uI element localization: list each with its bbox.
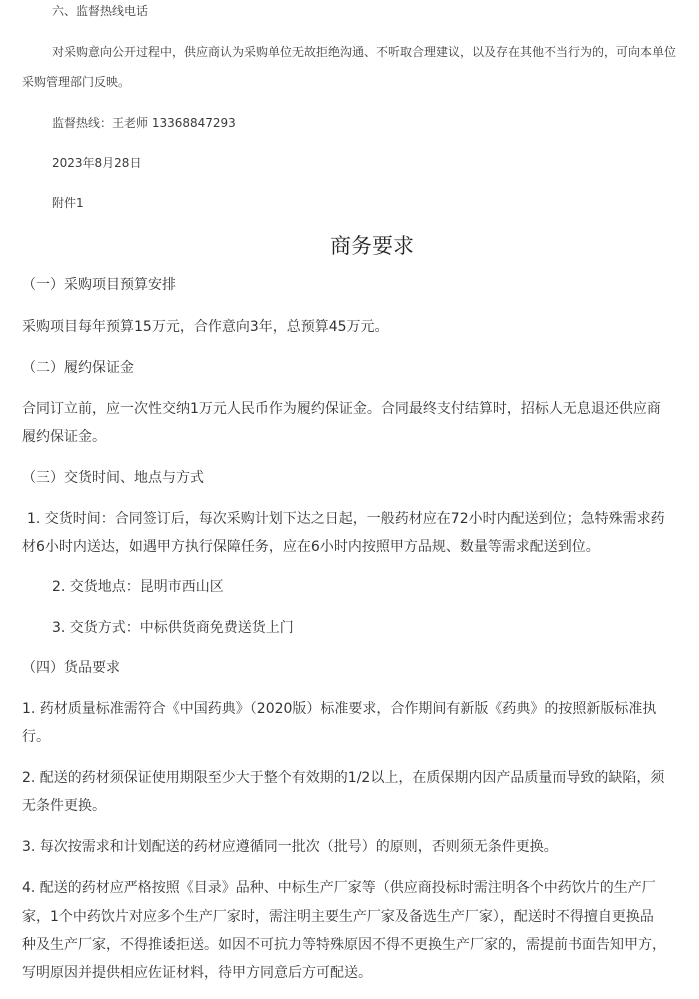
delivery-item-2: 2. 交货地点：昆明市西山区 [52,579,224,595]
section-title-supervision: 六、监督热线电话 [52,4,149,18]
goods-item-4-line-3: 种及生产厂家，不得推诿拒送。如因不可抗力等特殊原因不得不更换生产厂家的，需提前书面告知甲方， [22,937,666,953]
section-title-delivery: （三）交货时间、地点与方式 [22,470,204,486]
deposit-text-line-1: 合同订立前，应一次性交纳1万元人民币作为履约保证金。合同最终支付结算时，招标人无息退还供应商 [22,401,661,417]
goods-item-4-line-1: 4. 配送的药材应严格按照《目录》品种、中标生产厂家等（供应商投标时需注明各个中药饮片的生产厂 [22,880,656,896]
attachment-label: 附件1 [52,196,84,210]
deposit-text-line-2: 履约保证金。 [22,429,106,445]
goods-item-2-line-1: 2. 配送的药材须保证使用期限至少大于整个有效期的1/2以上，在质保期内因产品质量而导致的缺陷，须 [22,770,665,786]
delivery-item-1-line-1: 1. 交货时间：合同签订后，每次采购计划下达之日起，一般药材应在72小时内配送到位；急特殊需求药 [27,511,665,527]
goods-item-2-line-2: 无条件更换。 [22,798,106,814]
section-title-budget: （一）采购项目预算安排 [22,277,176,293]
goods-item-4-line-4: 写明原因并提供相应佐证材料，待甲方同意后方可配送。 [22,965,372,981]
goods-item-1-line-2: 行。 [22,729,50,745]
section-title-deposit: （二）履约保证金 [22,360,134,376]
supervision-paragraph-line-1: 对采购意向公开过程中，供应商认为采购单位无故拒绝沟通、不听取合理建议，以及存在其他不当行为的，可向本单位 [52,45,677,59]
goods-item-4-line-2: 家，1个中药饮片对应多个生产厂家时，需注明主要生产厂家及备选生产厂家），配送时不得擅自更换品 [22,909,654,925]
hotline-text: 监督热线：王老师 13368847293 [52,116,236,130]
supervision-paragraph-line-2: 采购管理部门反映。 [22,75,131,89]
delivery-item-3: 3. 交货方式：中标供货商免费送货上门 [52,620,294,636]
goods-item-1-line-1: 1. 药材质量标准需符合《中国药典》（2020版）标准要求，合作期间有新版《药典》的按照新版标准执 [22,701,657,717]
delivery-item-1-line-2: 材6小时内送达，如遇甲方执行保障任务，应在6小时内按照甲方品规、数量等需求配送到位。 [22,539,600,555]
document-title: 商务要求 [330,234,414,258]
date-text: 2023年8月28日 [52,156,142,170]
budget-text: 采购项目每年预算15万元，合作意向3年，总预算45万元。 [22,319,389,335]
goods-item-3: 3. 每次按需求和计划配送的药材应遵循同一批次（批号）的原则，否则须无条件更换。 [22,839,558,855]
section-title-goods: （四）货品要求 [22,660,120,676]
